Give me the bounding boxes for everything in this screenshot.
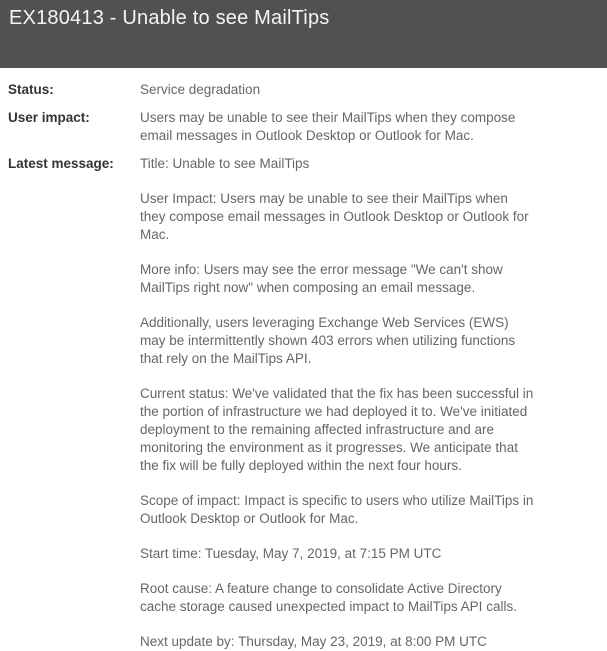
- message-paragraph: Next update by: Thursday, May 23, 2019, at 8:00 PM UTC: [140, 634, 487, 649]
- message-paragraph: Current status: We've validated that the fix has been successful in the portion of infrastructure we had deployed it to. We've initiated deployment to the remaining affected infrastructure and are monitoring the environment as it progresses. We anticipate that the fix will be fully deployed within the next four hours.: [140, 386, 534, 473]
- user-impact-value: Users may be unable to see their MailTips when they compose email messages in Outlook Desktop or Outlook for Mac.: [140, 110, 516, 143]
- status-label: Status:: [8, 82, 54, 97]
- user-impact-row: [8, 109, 597, 145]
- message-paragraph: More info: Users may see the error message "We can't show MailTips right now" when composing an email message.: [140, 262, 503, 295]
- message-paragraph: Additionally, users leveraging Exchange Web Services (EWS) may be intermittently shown 403 errors when utilizing functions that rely on the MailTips API.: [140, 315, 516, 366]
- latest-message-label: Latest message:: [8, 156, 114, 171]
- message-paragraph: Root cause: A feature change to consolidate Active Directory cache storage caused unexpected impact to MailTips API calls.: [140, 581, 517, 614]
- incident-details: [0, 68, 607, 651]
- status-value: Service degradation: [140, 82, 261, 97]
- page-title: EX180413 - Unable to see MailTips: [9, 7, 330, 29]
- message-paragraph: Title: Unable to see MailTips: [140, 156, 310, 171]
- message-paragraph: User Impact: Users may be unable to see their MailTips when they compose email messages in Outlook Desktop or Outlook for Mac.: [140, 191, 529, 242]
- status-row: [8, 81, 597, 99]
- latest-message-value: [140, 155, 534, 651]
- message-paragraph: Start time: Tuesday, May 7, 2019, at 7:15 PM UTC: [140, 546, 442, 561]
- user-impact-label: User impact:: [8, 110, 90, 125]
- incident-header: [0, 0, 607, 68]
- latest-message-row: [8, 155, 597, 651]
- message-paragraph: Scope of impact: Impact is specific to users who utilize MailTips in Outlook Desktop or Outlook for Mac.: [140, 493, 534, 526]
